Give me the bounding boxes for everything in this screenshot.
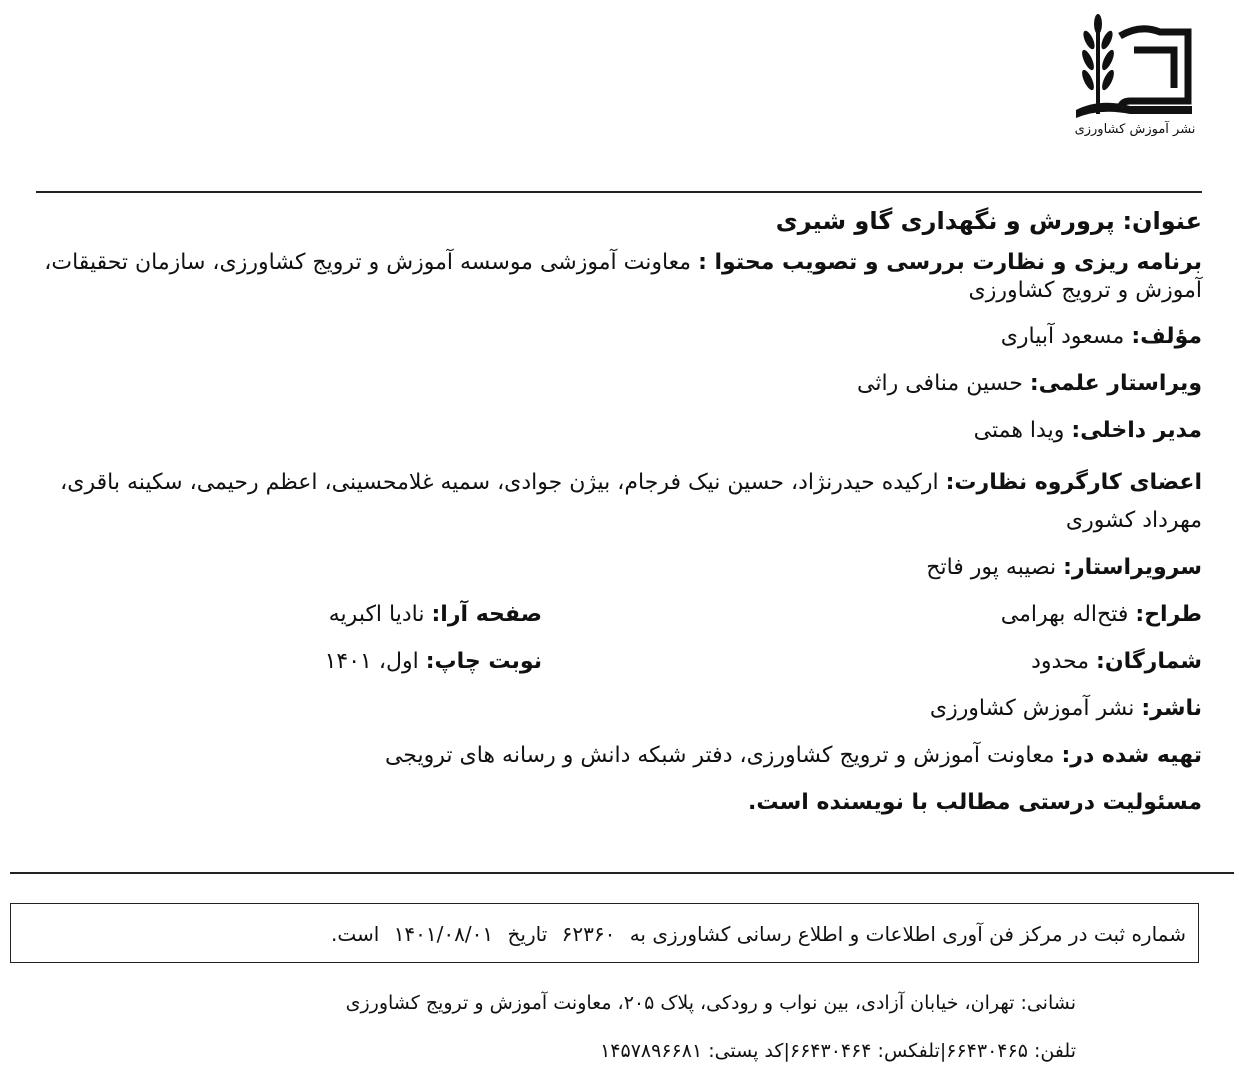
- publisher-line: [36, 685, 1202, 732]
- registration-date-label: تاریخ: [507, 922, 548, 946]
- circulation-value: محدود: [1031, 649, 1090, 674]
- registration-text-end: است.: [331, 922, 380, 946]
- internal-manager-label: مدیر داخلی:: [1071, 418, 1202, 443]
- designer-label: طراح:: [1135, 602, 1202, 627]
- prepared-line: [36, 732, 1202, 779]
- layout-value: نادیا اکبریه: [328, 602, 425, 627]
- internal-manager-line: [36, 407, 1202, 454]
- circulation-label: شمارگان:: [1096, 649, 1202, 674]
- chief-editor-value: نصیبه پور فاتح: [926, 555, 1057, 580]
- program-value: معاونت آموزشی موسسه آموزش و ترویج کشاورزی، سازمان تحقیقات، آموزش و ترویج کشاورزی: [44, 250, 1202, 303]
- designer-value: فتح‌اله بهرامی: [1000, 602, 1129, 627]
- wheat-book-logo-icon: [1070, 6, 1200, 121]
- program-line: [36, 249, 1202, 305]
- internal-manager-value: ویدا همتی: [973, 418, 1065, 443]
- title-label: عنوان:: [1122, 207, 1202, 235]
- phone-numbers: تلفن: ۶۶۴۳۰۴۶۵|تلفکس: ۶۶۴۳۰۴۶۴|کد پستی: ۱۴۵۷۸۹۶۶۸۱: [600, 1040, 1076, 1062]
- designer-cell: [542, 591, 1202, 638]
- prepared-label: تهیه شده در:: [1061, 743, 1202, 768]
- layout-label: صفحه آرا:: [431, 602, 542, 627]
- prepared-value: معاونت آموزش و ترویج کشاورزی، دفتر شبکه دانش و رسانه های ترویجی: [384, 743, 1055, 768]
- responsibility-statement: مسئولیت درستی مطالب با نویسنده است.: [747, 790, 1202, 815]
- publisher-label: ناشر:: [1141, 696, 1202, 721]
- science-editor-value: حسین منافی راثی: [857, 371, 1023, 396]
- committee-line: [36, 464, 1202, 540]
- book-credits: [36, 198, 1202, 826]
- science-editor-line: [36, 360, 1202, 407]
- address: نشانی: تهران، خیابان آزادی، بین نواب و رودکی، پلاک ۲۰۵، معاونت آموزش و ترویج کشاورزی: [345, 992, 1076, 1014]
- layout-cell: [36, 591, 542, 638]
- logo-caption: نشر آموزش کشاورزی: [1074, 122, 1196, 137]
- bottom-divider: [10, 872, 1234, 874]
- top-divider: [36, 191, 1202, 193]
- chief-editor-label: سرویراستار:: [1063, 555, 1202, 580]
- program-label: برنامه ریزی و نظارت بررسی و تصویب محتوا :: [698, 250, 1202, 275]
- author-label: مؤلف:: [1131, 324, 1202, 349]
- registration-date: ۱۴۰۱/۰۸/۰۱: [393, 922, 494, 946]
- edition-value: اول، ۱۴۰۱: [324, 649, 419, 674]
- committee-label: اعضای کارگروه نظارت:: [945, 470, 1202, 495]
- circulation-edition-row: [36, 638, 1202, 685]
- designer-layout-row: [36, 591, 1202, 638]
- edition-label: نوبت چاپ:: [425, 649, 542, 674]
- science-editor-label: ویراستار علمی:: [1029, 371, 1202, 396]
- edition-cell: [36, 638, 542, 685]
- title-line: [36, 198, 1202, 245]
- registration-number: ۶۲۳۶۰: [561, 922, 616, 946]
- publisher-logo: [1070, 6, 1200, 146]
- author-value: مسعود آبیاری: [1000, 324, 1125, 349]
- committee-value: ارکیده حیدرنژاد، حسین نیک فرجام، بیژن جوادی، سمیه غلامحسینی، اعظم رحیمی، سکینه باقری، مهرداد کشوری: [60, 470, 1202, 533]
- chief-editor-line: [36, 544, 1202, 591]
- publisher-value: نشر آموزش کشاورزی: [929, 696, 1135, 721]
- author-line: [36, 313, 1202, 360]
- circulation-cell: [542, 638, 1202, 685]
- registration-text: شماره ثبت در مرکز فن آوری اطلاعات و اطلاع رسانی کشاورزی به: [629, 922, 1186, 946]
- book-title: پرورش و نگهداری گاو شیری: [775, 207, 1115, 235]
- registration-box: [10, 903, 1199, 963]
